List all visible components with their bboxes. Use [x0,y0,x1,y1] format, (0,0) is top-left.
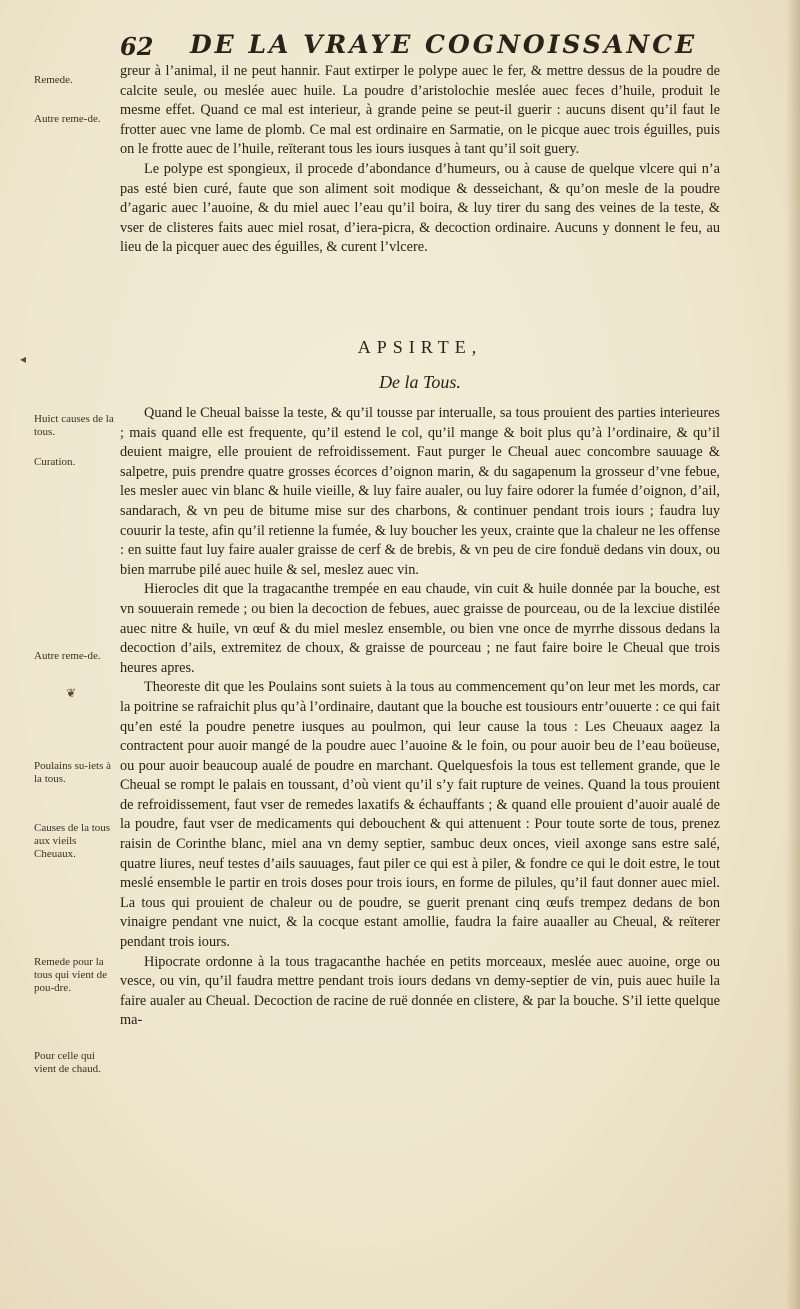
margin-note-poulains: Poulains su-iets à la tous. [34,760,111,785]
running-title: DE LA VRAYE COGNOISSANCE [190,30,698,59]
margin-note-remede: Remede. [34,74,73,86]
page-number: 62 [120,32,154,61]
margin-note-causes-vieils-cheuaux: Causes de la tous aux vieils Cheuaux. [34,822,111,860]
text-block-top [120,62,720,258]
paragraph: greur à l’animal, il ne peut hannir. Faut extirper le polype auec le fer, & mettre dessus de la poudre de calcite seule, ou meslée auec huile. La poudre d’aristolochie meslée auec feces d’huile, produit le mesme effet. Quand ce mal est interieur, à grande peine se peut-il guerir : aucuns disent qu’il faut le frotter auec vne lame de plomb. Ce mal est ordinaire en Sarmatie, on le picque auec trois éguilles, puis on le frotte auec de l’huile, reïterant tous les iours iusques à tant qu’il soit guery. [120,63,720,158]
page-header [120,30,780,60]
text-block-bottom [120,404,720,1031]
section-subtitle: De la Tous. [379,372,461,392]
margin-mark-2: ❦ [66,686,77,700]
margin-note-remede-poudre: Remede pour la tous qui vient de pou-dre. [34,956,108,994]
margin-note-autre-remede-2: Autre reme-de. [34,650,101,662]
margin-note-chaud: Pour celle qui vient de chaud. [34,1050,101,1075]
margin-note-autre-remede-1: Autre reme-de. [34,113,101,125]
paragraph: Hipocrate ordonne à la tous tragacanthe hachée en petits morceaux, meslée auec auoine, orge ou vesce, ou vin, qu’il faudra mettre pendant trois iours dedans vn demy-septier de vin, puis auec huile la faire aualer au Cheual. Decoction de racine de ruë donnée en clistere, & par la bouche. S’il iette quelque ma- [120,953,720,1029]
margin-note-curation: Curation. [34,456,76,468]
paragraph: Quand le Cheual baisse la teste, & qu’il tousse par interualle, sa tous prouient des parties interieures ; mais quand elle est frequente, qu’il estend le col, qu’il mange & boit plus qu’à l’ordinaire, & qu’il deuient maigre, elle prouient de refroidissement. Faut purger le Cheual auec concombre sauuage & salpetre, puis prendre quatre grosses écorces d’oignon marin, & du sagapenum la grosseur d’vne febue, les mesler auec vin blanc & huile vieille, & luy faire aualer, ou luy faire odorer la fumée d’oignon, d’ail, sandarach, & vn peu de bitume mise sur des charbons, & continuer pendant trois iours ; faudra luy couurir la teste, afin qu’il retienne la fumée, & luy boucher les yeux, crainte que la chaleur ne les offense : en suitte faut luy faire aualer graisse de cerf & de brebis, & vn peu de cire fonduë dedans vin doux, ou bien marrube pilé auec huile & sel, meslez auec vin. [120,405,720,578]
margin-note-huict-causes: Huict causes de la tous. [34,413,114,438]
section-title: APSIRTE, [357,337,483,357]
page-edge-shadow [786,0,800,1309]
margin-mark: ◂ [20,352,27,366]
paragraph: Theoreste dit que les Poulains sont suiets à la tous au commencement qu’on leur met les mords, car la poitrine se rafraichit plus qu’à l’ordinaire, dautant que la bouche est tousiours entr’ouuerte : ce qui fait qu’en esté la poudre penetre iusques au poulmon, qui leur cause la tous : Les Cheuaux aagez la contractent pour auoir mangé de la poudre auec l’auoine & le foin, ou pour auoir beu de l’eau boüeuse, ou pour auoir beaucoup aualé de poudre en marchant. Quelquesfois la tous est tellement grande, que le Cheual se rompt le palais en toussant, d’où vient qu’il s’y fait rupture de veines. Quand la tous prouient de refroidissement, faut vser de remedes laxatifs & échauffants ; & quand elle prouient d’auoir aualé de la poudre, faut vser de medicaments qui debouchent & qui attenuent : Pour toute sorte de tous, prenez raisin de Corinthe blanc, miel ana vn demy septier, sambuc deux onces, vieil axonge sans estre salé, quatre liures, neuf testes d’ails sauuages, faut piler ce qui est à piler, & fondre ce qui le doit estre, le tout meslé ensemble le partir en trois doses pour trois iours, en forme de pilules, qu’il faut donner auec miel. La tous qui prouient de chaleur ou de poudre, se guerit prenant cinq œufs trempez dedans de bon vinaigre pendant vne nuict, & la cocque estant amollie, faudra la faire auaaller au Cheual, & reïterer pendant trois iours. [120,679,720,951]
paragraph: Le polype est spongieux, il procede d’abondance d’humeurs, ou à cause de quelque vlcere qui n’a pas esté bien curé, faute que son aliment soit modique & desseichant, & qu’on mesle de la poudre d’agaric auec l’auoine, & du miel auec l’eau qu’il boira, & luy tirer du sang des veines de la teste, & vser de clisteres faits auec miel rosat, d’iera-picra, & decoction ordinaire. Aucuns y donnent le feu, au lieu de la picquer auec des éguilles, & curent l’vlcere. [120,160,720,256]
paragraph: Hierocles dit que la tragacanthe trempée en eau chaude, vin cuit & huile donnée par la bouche, est vn souuerain remede ; ou bien la decoction de febues, auec graisse de pourceau, ou de la lexciue distilée auec nitre & huile, vn œuf & du miel meslez ensemble, ou bien vne once de myrrhe dissous dedans la decoction d’ails, extremitez de choux, & graisse de pourceau ; ne faut faire boire le Cheual que trois heures apres. [120,581,720,676]
